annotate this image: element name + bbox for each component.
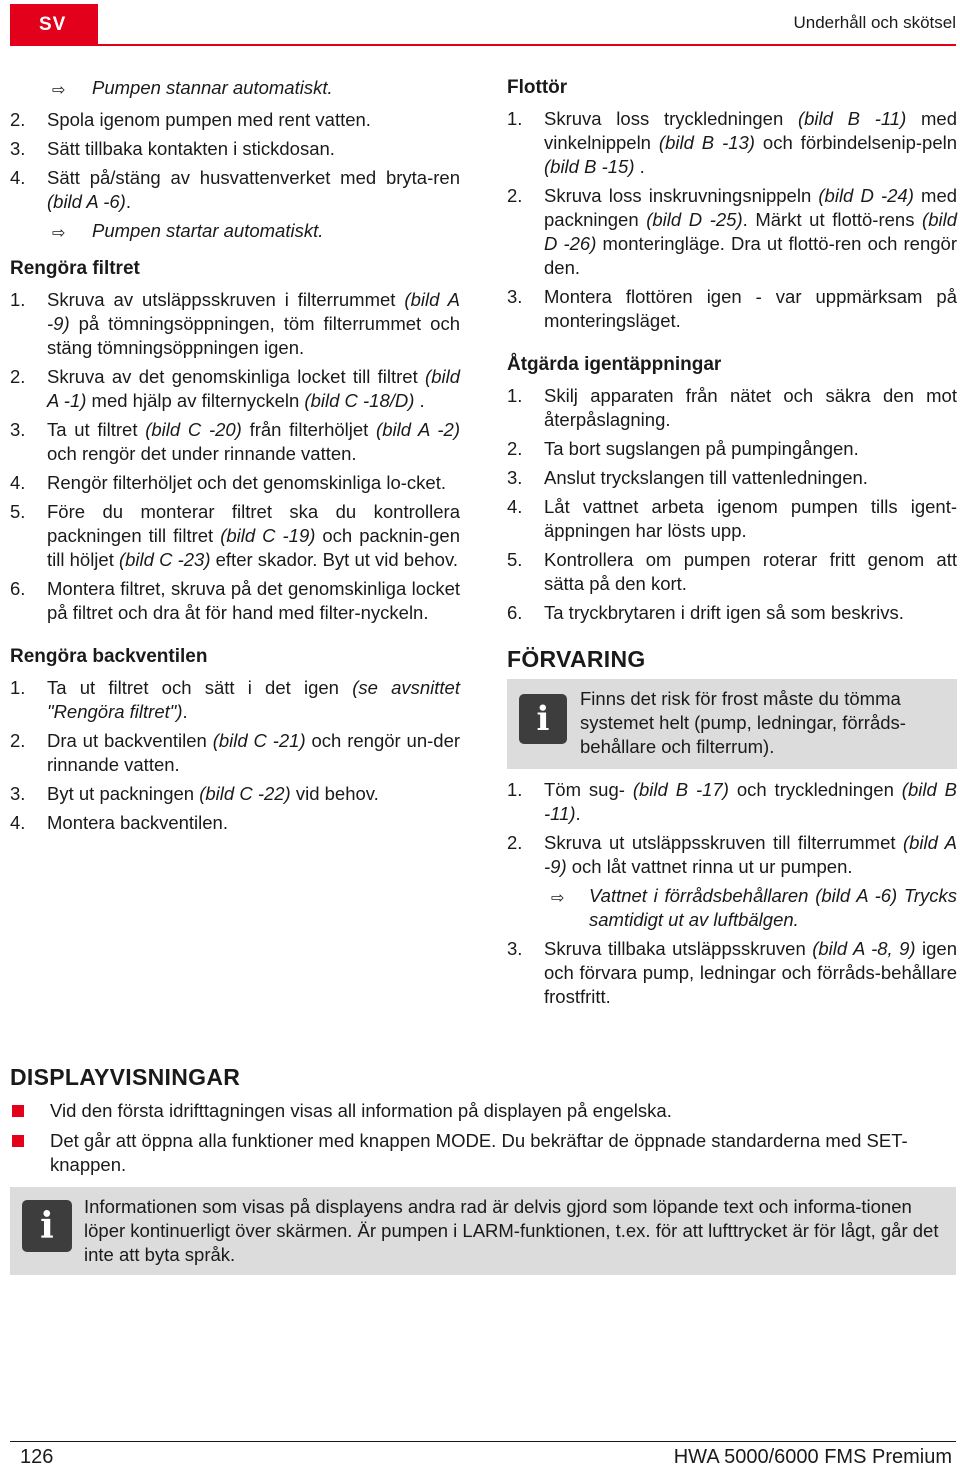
- page-number: 126: [20, 1446, 54, 1468]
- list-item: Det går att öppna alla funktioner med knappen MODE. Du bekräftar de öppnade standarderna med SET-knappen.: [10, 1129, 956, 1177]
- float-heading: Flottör: [507, 77, 568, 98]
- list-item: 3. Sätt tillbaka kontakten i stickdosan.: [10, 138, 335, 159]
- list-item: 6. Ta tryckbrytaren i drift igen så som beskrivs.: [507, 602, 904, 623]
- display-section: [10, 1064, 956, 1275]
- list-item: 5. Kontrollera om pumpen roterar fritt genom att sätta på den kort.: [507, 549, 957, 594]
- storage-heading: FÖRVARING: [507, 646, 646, 672]
- right-arrow-icon: ⇨: [52, 82, 66, 99]
- product-name: HWA 5000/6000 FMS Premium: [673, 1446, 952, 1468]
- display-heading: DISPLAYVISNINGAR: [10, 1064, 241, 1090]
- header-rule: [98, 44, 956, 46]
- list-item: 4. Montera backventilen.: [10, 812, 228, 833]
- list-item: 2. Spola igenom pumpen med rent vatten.: [10, 109, 371, 130]
- list-item: 1. Ta ut filtret och sätt i det igen (se avsnittet "Rengöra filtret").: [10, 677, 460, 722]
- list-item: 3. Montera flottören igen - var uppmärksam på monteringsläget.: [507, 286, 957, 331]
- list-item: 4. Rengör filterhöljet och det genomskinliga lo-cket.: [10, 472, 446, 493]
- result-line: ⇨ Pumpen stannar automatiskt.: [10, 76, 460, 100]
- list-item: 1. Skruva av utsläppsskruven i filterrummet (bild A -9) på tömningsöppningen, töm filterrummet och stäng tömningsöppningen igen.: [10, 289, 460, 358]
- language-tab: SV: [10, 4, 98, 46]
- red-square-bullet-icon: [12, 1105, 24, 1117]
- result-line: ⇨ Vattnet i förrådsbehållaren (bild A -6) Trycks samtidigt ut av luftbälgen.: [551, 885, 957, 930]
- right-column: [507, 76, 957, 1009]
- clog-heading: Åtgärda igentäppningar: [507, 354, 722, 375]
- list-item: 2. Skruva ut utsläppsskruven till filterrummet (bild A -9) och låt vattnet rinna ut ur pumpen.: [507, 832, 957, 877]
- list-item: Vid den första idrifttagningen visas all information på displayen på engelska.: [10, 1099, 956, 1123]
- list-item: 2. Ta bort sugslangen på pumpingången.: [507, 438, 859, 459]
- list-item: 1. Skilj apparaten från nätet och säkra den mot återpåslagning.: [507, 385, 957, 430]
- list-item: 5. Före du monterar filtret ska du kontrollera packningen till filtret (bild C -19) och packnin-gen till höljet (bild C -23) efter skador. Byt ut vid behov.: [10, 501, 461, 570]
- list-item: 2. Skruva av det genomskinliga locket till filtret (bild A -1) med hjälp av filternyckeln (bild C -18/D) .: [10, 366, 460, 411]
- list-item: 1. Skruva loss tryckledningen (bild B -11) med vinkelnippeln (bild B -13) och förbindelsenip-peln (bild B -15) .: [507, 108, 958, 177]
- list-item: 6. Montera filtret, skruva på det genomskinliga locket på filtret och dra åt för hand med filter-nyckeln.: [10, 578, 460, 623]
- red-square-bullet-icon: [12, 1135, 24, 1147]
- list-item: 3. Skruva tillbaka utsläppsskruven (bild A -8, 9) igen och förvara pump, ledningar och förråds-behållare frostfritt.: [507, 938, 958, 1007]
- list-item: 1. Töm sug- (bild B -17) och tryckledningen (bild B -11).: [507, 779, 957, 824]
- footer-rule: [10, 1441, 956, 1442]
- left-column: [10, 76, 460, 835]
- section-title: Underhåll och skötsel: [793, 13, 956, 32]
- right-arrow-icon: ⇨: [52, 225, 66, 242]
- valve-heading: Rengöra backventilen: [10, 646, 208, 667]
- list-item: 3. Byt ut packningen (bild C -22) vid behov.: [10, 783, 379, 804]
- list-item: 4. Sätt på/stäng av husvattenverket med bryta-ren (bild A -6).: [10, 167, 460, 212]
- list-item: 3. Anslut tryckslangen till vattenledningen.: [507, 467, 868, 488]
- display-info-box: i Informationen som visas på displayens andra rad är delvis gjord som löpande text och informa-tionen löper kontinuerligt över skärmen. Är pumpen i LARM-funktionen, t.ex. för att lufttrycket är för lågt, går det inte att byta språk.: [10, 1187, 956, 1275]
- list-item: 2. Skruva loss inskruvningsnippeln (bild D -24) med packningen (bild D -25). Märkt ut flottö-rens (bild D -26) monteringläge. Dra ut flottö-ren och rengör den.: [507, 185, 958, 278]
- right-arrow-icon: ⇨: [551, 890, 565, 907]
- storage-info-box: i Finns det risk för frost måste du tömma systemet helt (pump, ledningar, förråds-behållare och filterrum).: [507, 679, 957, 769]
- result-line: ⇨ Pumpen startar automatiskt.: [10, 219, 460, 243]
- list-item: 4. Låt vattnet arbeta igenom pumpen tills igent-äppningen har lösts upp.: [507, 496, 957, 541]
- info-icon: i: [22, 1200, 72, 1252]
- list-item: 2. Dra ut backventilen (bild C -21) och rengör un-der rinnande vatten.: [10, 730, 461, 775]
- filter-heading: Rengöra filtret: [10, 258, 140, 279]
- info-icon: i: [519, 694, 567, 744]
- list-item: 3. Ta ut filtret (bild C -20) från filterhöljet (bild A -2) och rengör det under rinnande vatten.: [10, 419, 461, 464]
